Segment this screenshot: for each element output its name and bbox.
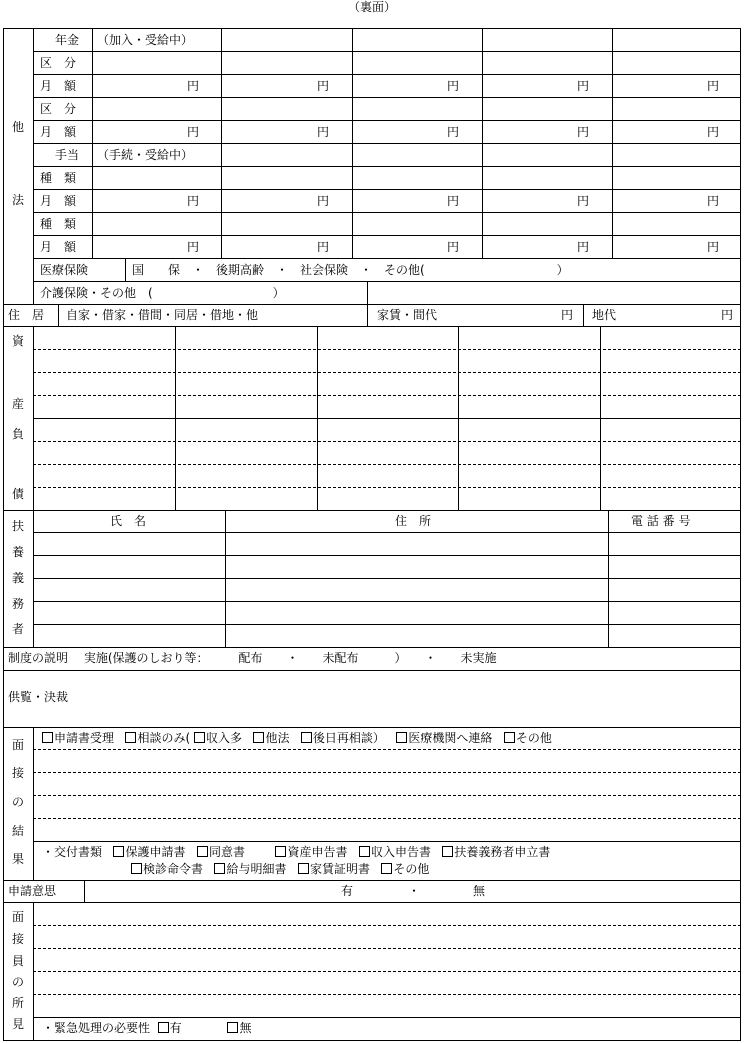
supporters-side-char: 者 — [11, 622, 24, 636]
checkbox-emergency-yes[interactable]: 有 — [158, 1021, 182, 1035]
checkbox-supporter-statement[interactable]: 扶養義務者申立書 — [442, 845, 550, 859]
yen-unit: 円 — [317, 194, 330, 208]
intent-separator: ・ — [408, 884, 421, 898]
checkbox-asset-declaration[interactable]: 資産申告書 — [275, 845, 347, 859]
supporter-header-address: 住 所 — [395, 514, 432, 528]
medical-insurance-options: 国 保 ・ 後期高齢 ・ 社会保険 ・ その他( ） — [132, 263, 569, 277]
opinion-side-char: 接 — [11, 932, 24, 946]
residence-types: 自家・借家・借間・同居・借地・他 — [66, 308, 259, 322]
checkbox-consult-only[interactable]: 相談のみ( — [125, 731, 190, 745]
pension-label: 年金 — [55, 33, 80, 47]
getsugaku-label: 月 額 — [40, 240, 77, 254]
yen-unit: 円 — [317, 79, 330, 93]
getsugaku-label: 月 額 — [40, 194, 77, 208]
yen-unit: 円 — [317, 125, 330, 139]
checkbox-medical-exam-order[interactable]: 検診命令書 — [131, 862, 203, 876]
emergency-label: ・緊急処理の必要性 — [42, 1021, 151, 1035]
pension-status: （加入・受給中） — [97, 33, 194, 47]
page-title: （裏面） — [348, 0, 397, 14]
opinion-side-char: の — [11, 975, 24, 989]
land-rent-label: 地代 — [592, 308, 617, 322]
checkbox-other-law[interactable]: 他法 — [253, 731, 289, 745]
checkbox-protection-application[interactable]: 保護申請書 — [113, 845, 185, 859]
care-insurance: 介護保険・その他 ( ） — [40, 286, 285, 300]
yen-unit: 円 — [317, 240, 330, 254]
assets-side-char: 産 — [11, 397, 24, 411]
opinion-side-char: 面 — [11, 910, 24, 924]
taho-side-char: 他 — [11, 120, 24, 134]
shurui-label: 種 類 — [40, 217, 77, 231]
yen-unit: 円 — [577, 79, 590, 93]
checkbox-emergency-no[interactable]: 無 — [227, 1021, 251, 1035]
residence-label: 住 居 — [8, 308, 45, 322]
yen-unit: 円 — [447, 194, 460, 208]
checkbox-rent-certificate[interactable]: 家賃証明書 — [298, 862, 370, 876]
checkbox-income-declaration[interactable]: 収入申告書 — [359, 845, 431, 859]
yen-unit: 円 — [707, 125, 720, 139]
interview-side-char: の — [11, 795, 24, 809]
system-explanation: 制度の説明 実施(保護のしおり等： 配布 ・ 未配布 ） ・ 未実施 — [8, 651, 497, 665]
kubun-label: 区 分 — [40, 102, 77, 116]
interview-side-char: 接 — [11, 766, 24, 780]
supporters-side-char: 務 — [11, 597, 24, 611]
checkbox-docs-other[interactable]: その他 — [381, 862, 429, 876]
yen-unit: 円 — [577, 125, 590, 139]
approval-label: 供覧・決裁 — [8, 690, 69, 704]
shurui-label: 種 類 — [40, 171, 77, 185]
yen-unit: 円 — [187, 125, 200, 139]
yen-unit: 円 — [187, 79, 200, 93]
yen-unit: 円 — [707, 79, 720, 93]
getsugaku-label: 月 額 — [40, 79, 77, 93]
checkbox-pay-slip[interactable]: 給与明細書 — [214, 862, 286, 876]
assets-side-char: 債 — [11, 487, 24, 501]
issued-docs-row1 — [42, 845, 550, 859]
supporter-header-phone: 電 話 番 号 — [631, 514, 691, 528]
assets-side-char: 資 — [11, 334, 24, 348]
yen-unit: 円 — [187, 240, 200, 254]
checkbox-application-received[interactable]: 申請書受理 — [42, 731, 114, 745]
intent-yes[interactable]: 有 — [341, 884, 354, 898]
checkbox-later-consult[interactable]: 後日再相談） — [301, 731, 385, 745]
kubun-label: 区 分 — [40, 56, 77, 70]
supporter-header-name: 氏 名 — [110, 514, 147, 528]
land-rent-yen: 円 — [721, 308, 734, 322]
allowance-label: 手当 — [55, 148, 80, 162]
intent-no[interactable]: 無 — [473, 884, 486, 898]
opinion-side-char: 所 — [11, 996, 24, 1010]
medical-insurance-label: 医療保険 — [40, 263, 89, 277]
checkbox-contact-medical[interactable]: 医療機関へ連絡 — [396, 731, 492, 745]
interview-side-char: 果 — [11, 852, 24, 866]
yen-unit: 円 — [707, 240, 720, 254]
yen-unit: 円 — [577, 194, 590, 208]
supporters-side-char: 義 — [11, 571, 24, 585]
issued-docs-row2 — [131, 862, 429, 876]
getsugaku-label: 月 額 — [40, 125, 77, 139]
form-frame — [3, 28, 741, 1041]
opinion-side-char: 員 — [11, 954, 24, 968]
checkbox-consent-form[interactable]: 同意書 — [197, 845, 245, 859]
interview-result-options — [42, 731, 552, 745]
taho-side-char: 法 — [11, 193, 24, 207]
yen-unit: 円 — [447, 79, 460, 93]
rent-yen: 円 — [561, 308, 574, 322]
opinion-side-char: 見 — [11, 1017, 24, 1031]
emergency-row — [42, 1021, 251, 1035]
supporters-side-char: 扶 — [11, 519, 24, 533]
intent-label: 申請意思 — [8, 884, 57, 898]
rent-label: 家賃・間代 — [377, 308, 438, 322]
yen-unit: 円 — [707, 194, 720, 208]
yen-unit: 円 — [577, 240, 590, 254]
interview-side-char: 結 — [11, 824, 24, 838]
interview-side-char: 面 — [11, 738, 24, 752]
allowance-status: （手続・受給中） — [97, 148, 194, 162]
yen-unit: 円 — [447, 125, 460, 139]
yen-unit: 円 — [447, 240, 460, 254]
assets-side-char: 負 — [11, 427, 24, 441]
issued-docs-label: ・交付書類 — [42, 845, 103, 859]
yen-unit: 円 — [187, 194, 200, 208]
checkbox-other[interactable]: その他 — [504, 731, 552, 745]
checkbox-high-income[interactable]: 収入多 — [194, 731, 242, 745]
supporters-side-char: 養 — [11, 545, 24, 559]
